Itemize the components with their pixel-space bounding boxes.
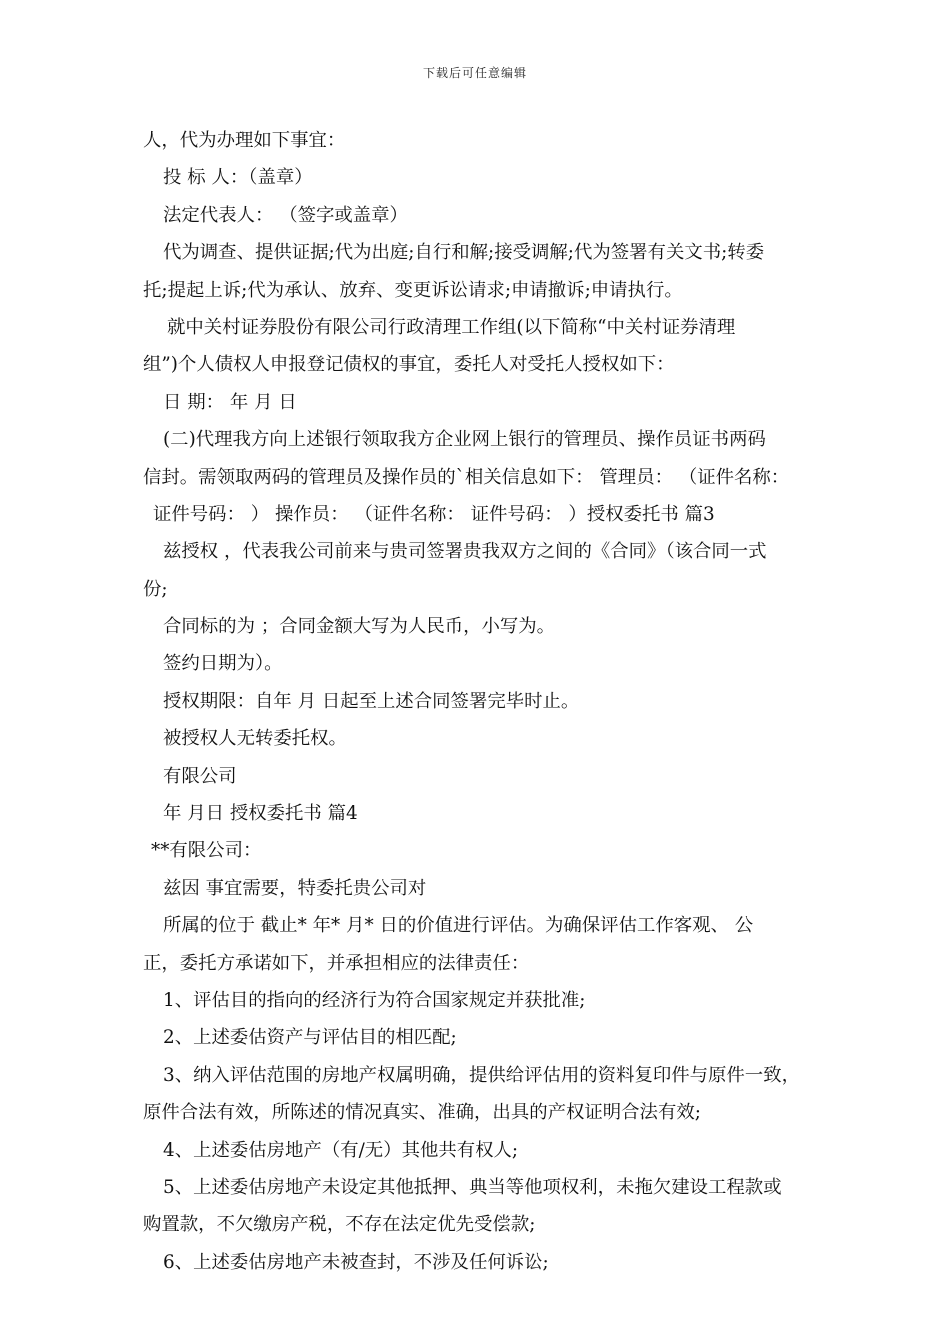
paragraph-line: 正，委托方承诺如下，并承担相应的法律责任： [143,952,530,974]
paragraph-line: 授权期限：自年 月 日起至上述合同签署完毕时止。 [163,690,580,712]
paragraph-line: 原件合法有效，所陈述的情况真实、准确，出具的产权证明合法有效; [143,1102,701,1124]
paragraph-line: **有限公司： [151,840,262,862]
paragraph-line: 6、上述委估房地产未被查封，不涉及任何诉讼; [163,1251,549,1273]
paragraph-line: 2、上述委估资产与评估目的相匹配; [163,1027,457,1049]
paragraph-line: 代为调查、提供证据;代为出庭;自行和解;接受调解;代为签署有关文书;转委 [163,242,765,264]
paragraph-line: 就中关村证券股份有限公司行政清理工作组(以下简称“中关村证券清理 [167,316,736,338]
paragraph-line: 兹因 事宜需要，特委托贵公司对 [163,877,427,899]
paragraph-line: 合同标的为 ；合同金额大写为人民币，小写为。 [163,616,556,638]
paragraph-line: 人，代为办理如下事宜： [143,130,346,151]
paragraph-line: 有限公司 [163,765,237,787]
paragraph-line: 托;提起上诉;代为承认、放弃、变更诉讼请求;申请撤诉;申请执行。 [143,279,683,301]
paragraph-line: 所属的位于 截止* 年* 月* 日的价值进行评估。为确保评估工作客观、 公 [163,915,754,937]
document-body [143,122,823,1281]
paragraph-line: 证件号码： ） 操作员： （证件名称： 证件号码： ）授权委托书 篇3 [153,503,715,525]
paragraph-line: 被授权人无转委托权。 [163,728,347,750]
paragraph-line: (二)代理我方向上述银行领取我方企业网上银行的管理员、操作员证书两码 [163,429,766,451]
paragraph-line: 购置款，不欠缴房产税，不存在法定优先受偿款; [143,1214,536,1236]
paragraph-line: 5、上述委估房地产未设定其他抵押、典当等他项权利，未拖欠建设工程款或 [163,1176,782,1198]
paragraph-line: 组”)个人债权人申报登记债权的事宜，委托人对受托人授权如下： [143,354,675,376]
paragraph-line: 1、评估目的指向的经济行为符合国家规定并获批准; [163,989,586,1011]
paragraph-line: 年 月日 授权委托书 篇4 [163,803,358,825]
paragraph-line: 3、纳入评估范围的房地产权属明确，提供给评估用的资料复印件与原件一致， [163,1064,800,1086]
paragraph-line: 4、上述委估房地产（有/无）其他共有权人; [163,1139,519,1161]
page-header: 下载后可任意编辑 [422,66,527,80]
paragraph-line: 签约日期为）。 [163,653,283,675]
paragraph-line: 投 标 人：（盖章） [163,167,313,189]
paragraph-line: 份; [143,578,168,600]
paragraph-line: 信封。需领取两码的管理员及操作员的`相关信息如下： 管理员： （证件名称： [143,466,790,488]
paragraph-line: 日 期： 年 月 日 [163,391,297,413]
paragraph-line: 法定代表人： （签字或盖章） [163,204,408,226]
paragraph-line: 兹授权 ，代表我公司前来与贵司签署贵我双方之间的《合同》（该合同一式 [163,541,767,563]
